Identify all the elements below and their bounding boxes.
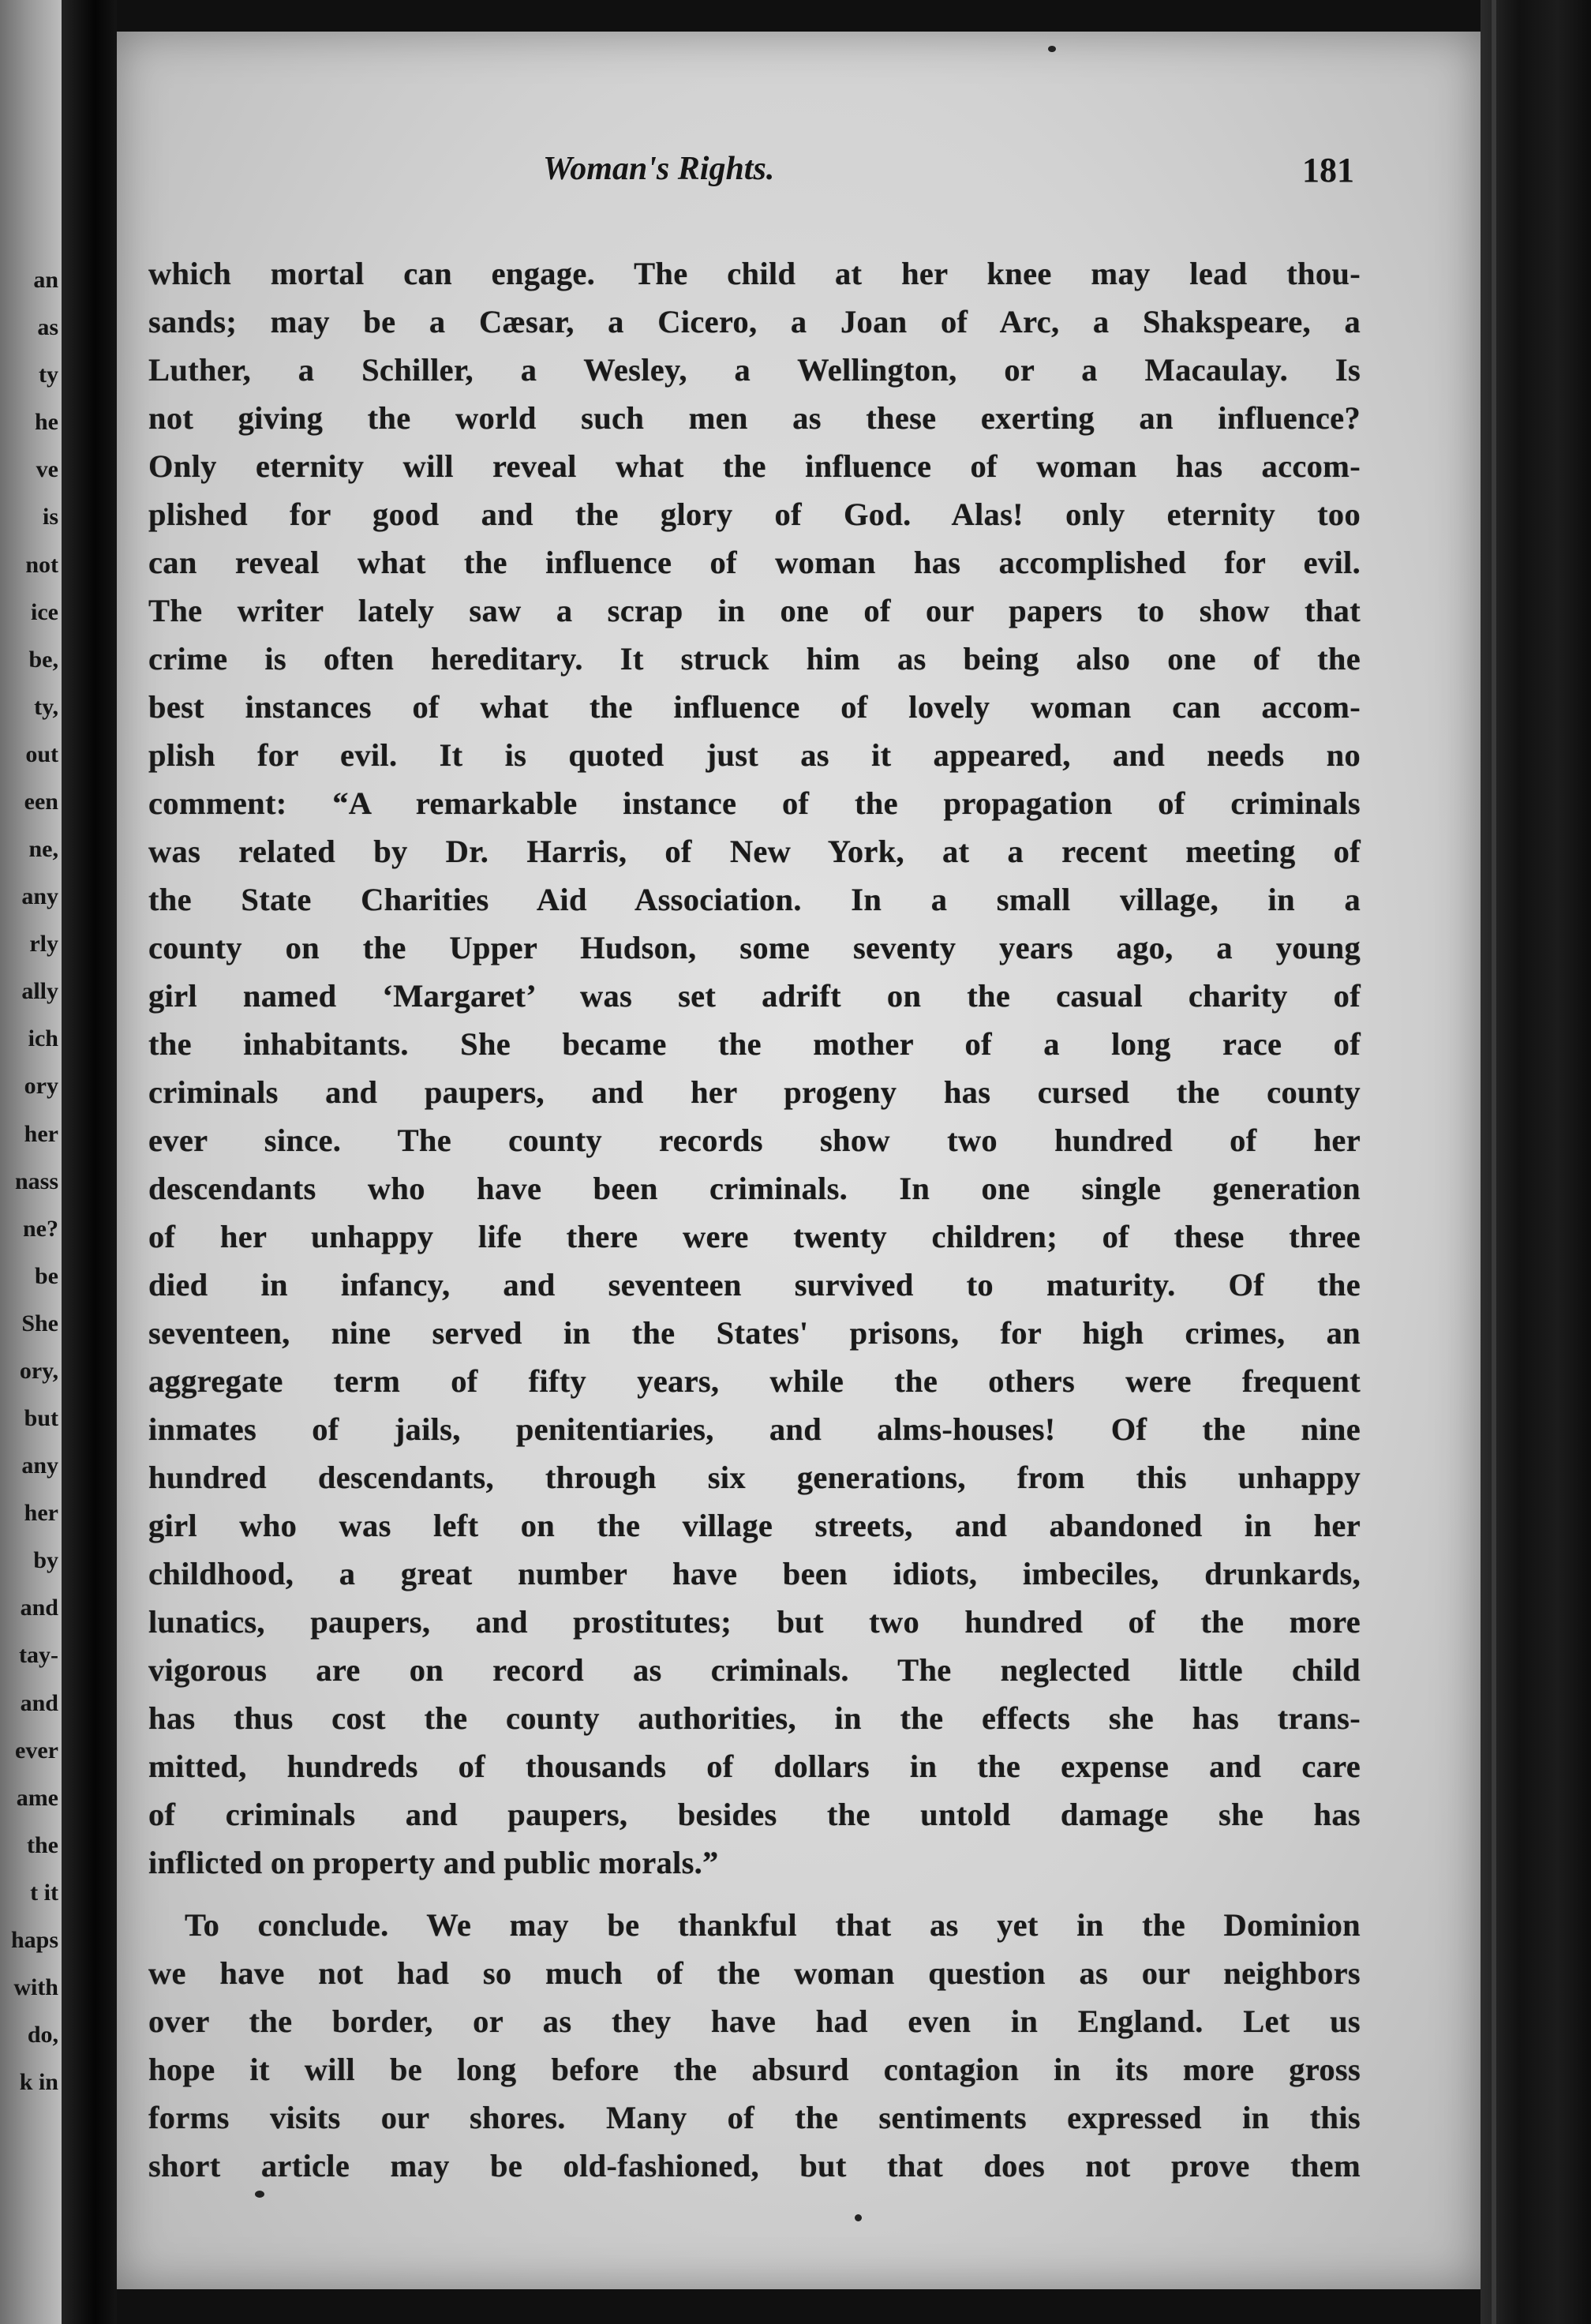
- text-line: aggregate term of fifty years, while the others were frequent: [148, 1363, 1361, 1399]
- previous-page-fragment: any: [21, 1452, 58, 1479]
- text-line: childhood, a great number have been idiots, imbeciles, drunkards,: [148, 1556, 1361, 1591]
- text-line: girl named ‘Margaret’ was set adrift on the casual charity of: [148, 978, 1361, 1014]
- body-text: [148, 249, 1361, 2190]
- previous-page-fragment: with: [13, 1974, 58, 2001]
- running-head-title: Woman's Rights.: [543, 151, 775, 187]
- text-line: Luther, a Schiller, a Wesley, a Wellington, or a Macaulay. Is: [148, 352, 1361, 388]
- text-line: hope it will be long before the absurd contagion in its more gross: [148, 2052, 1361, 2087]
- scan-right-border: [1481, 0, 1591, 2324]
- previous-page-fragment: ame: [16, 1784, 58, 1811]
- previous-page-fragment: and: [20, 1689, 58, 1716]
- text-line: comment: “A remarkable instance of the propagation of criminals: [148, 785, 1361, 821]
- previous-page-fragment: an: [33, 267, 58, 293]
- text-line: of her unhappy life there were twenty children; of these three: [148, 1219, 1361, 1254]
- previous-page-fragment: ne?: [23, 1215, 58, 1242]
- previous-page-fragment: is: [42, 504, 58, 530]
- previous-page-fragment: tay-: [19, 1642, 58, 1669]
- ink-speck: [855, 2214, 862, 2221]
- previous-page-fragment: t it: [30, 1879, 58, 1906]
- previous-page-fragment: by: [33, 1547, 58, 1574]
- previous-page-fragment: and: [20, 1595, 58, 1621]
- text-line: mitted, hundreds of thousands of dollars in the expense and care: [148, 1749, 1361, 1784]
- previous-page-fragment: ory,: [19, 1357, 58, 1384]
- text-line: hundred descendants, through six generations, from this unhappy: [148, 1460, 1361, 1495]
- text-line: girl who was left on the village streets, and abandoned in her: [148, 1508, 1361, 1543]
- text-line: forms visits our shores. Many of the sentiments expressed in this: [148, 2100, 1361, 2135]
- previous-page-fragment: ever: [15, 1737, 58, 1764]
- text-line: died in infancy, and seventeen survived to maturity. Of the: [148, 1267, 1361, 1303]
- text-line: the inhabitants. She became the mother of a long race of: [148, 1026, 1361, 1062]
- previous-page-fragment: ne,: [28, 836, 58, 863]
- text-line: crime is often hereditary. It struck him as being also one of the: [148, 641, 1361, 677]
- previous-page-fragment: but: [24, 1405, 58, 1432]
- previous-page-fragment: her: [24, 1500, 58, 1527]
- text-line: the State Charities Aid Association. In a small village, in a: [148, 882, 1361, 917]
- text-line: Only eternity will reveal what the influence of woman has accom-: [148, 448, 1361, 484]
- page-number: 181: [1302, 151, 1354, 189]
- previous-page-fragment: her: [24, 1120, 58, 1147]
- previous-page-edge: [0, 0, 62, 2324]
- previous-page-fragment: out: [25, 740, 58, 767]
- text-line: short article may be old-fashioned, but that does not prove them: [148, 2148, 1361, 2183]
- text-line: plish for evil. It is quoted just as it appeared, and needs no: [148, 737, 1361, 773]
- text-line: inmates of jails, penitentiaries, and alms-houses! Of the nine: [148, 1411, 1361, 1447]
- text-line: was related by Dr. Harris, of New York, at a recent meeting of: [148, 834, 1361, 869]
- text-line: not giving the world such men as these exerting an influence?: [148, 400, 1361, 436]
- text-line: inflicted on property and public morals.”: [148, 1845, 719, 1880]
- book-gutter: [62, 0, 117, 2324]
- text-line: has thus cost the county authorities, in the effects she has trans-: [148, 1700, 1361, 1736]
- text-line: To conclude. We may be thankful that as yet in the Dominion: [185, 1907, 1361, 1943]
- previous-page-fragment: ally: [21, 978, 58, 1005]
- previous-page-fragment: not: [25, 551, 58, 578]
- previous-page-fragment: nass: [14, 1168, 58, 1194]
- previous-page-fragment: as: [37, 314, 58, 341]
- text-line: can reveal what the influence of woman has accomplished for evil.: [148, 545, 1361, 580]
- page-edge-line: [1492, 0, 1496, 2324]
- text-line: ever since. The county records show two hundred of her: [148, 1123, 1361, 1158]
- previous-page-fragment: She: [21, 1310, 58, 1336]
- text-line: over the border, or as they have had even in England. Let us: [148, 2004, 1361, 2039]
- ink-speck: [1048, 46, 1056, 52]
- previous-page-fragment: k in: [19, 2069, 58, 2096]
- running-head: [117, 150, 1481, 213]
- text-line: sands; may be a Cæsar, a Cicero, a Joan of Arc, a Shakspeare, a: [148, 304, 1361, 339]
- previous-page-fragment: do,: [27, 2022, 58, 2048]
- previous-page-fragment: rly: [29, 931, 58, 958]
- previous-page-fragment: haps: [10, 1926, 58, 1953]
- text-line: which mortal can engage. The child at her knee may lead thou-: [148, 256, 1361, 291]
- previous-page-fragment: ice: [31, 598, 58, 625]
- ink-speck: [255, 2191, 264, 2198]
- previous-page-fragment: ory: [24, 1073, 58, 1100]
- book-page: [117, 32, 1481, 2289]
- previous-page-fragment: the: [27, 1831, 58, 1858]
- text-line: plished for good and the glory of God. Alas! only eternity too: [148, 497, 1361, 532]
- previous-page-fragment: be: [35, 1262, 58, 1289]
- text-line: criminals and paupers, and her progeny has cursed the county: [148, 1074, 1361, 1110]
- text-line: The writer lately saw a scrap in one of our papers to show that: [148, 593, 1361, 628]
- previous-page-fragment: een: [24, 788, 58, 815]
- previous-page-fragment: ty,: [34, 693, 58, 720]
- previous-page-fragment: ich: [28, 1025, 58, 1052]
- text-line: seventeen, nine served in the States' prisons, for high crimes, an: [148, 1315, 1361, 1351]
- previous-page-fragment: be,: [28, 646, 58, 673]
- text-line: lunatics, paupers, and prostitutes; but two hundred of the more: [148, 1604, 1361, 1640]
- text-line: best instances of what the influence of lovely woman can accom-: [148, 689, 1361, 725]
- text-line: vigorous are on record as criminals. The neglected little child: [148, 1652, 1361, 1688]
- previous-page-fragment: ty: [39, 362, 58, 388]
- text-line: of criminals and paupers, besides the untold damage she has: [148, 1797, 1361, 1832]
- text-line: descendants who have been criminals. In one single generation: [148, 1171, 1361, 1206]
- text-line: we have not had so much of the woman question as our neighbors: [148, 1955, 1361, 1991]
- previous-page-fragment: ve: [36, 456, 58, 483]
- previous-page-fragment: any: [21, 883, 58, 910]
- previous-page-fragment: he: [35, 409, 58, 436]
- text-line: county on the Upper Hudson, some seventy years ago, a young: [148, 930, 1361, 965]
